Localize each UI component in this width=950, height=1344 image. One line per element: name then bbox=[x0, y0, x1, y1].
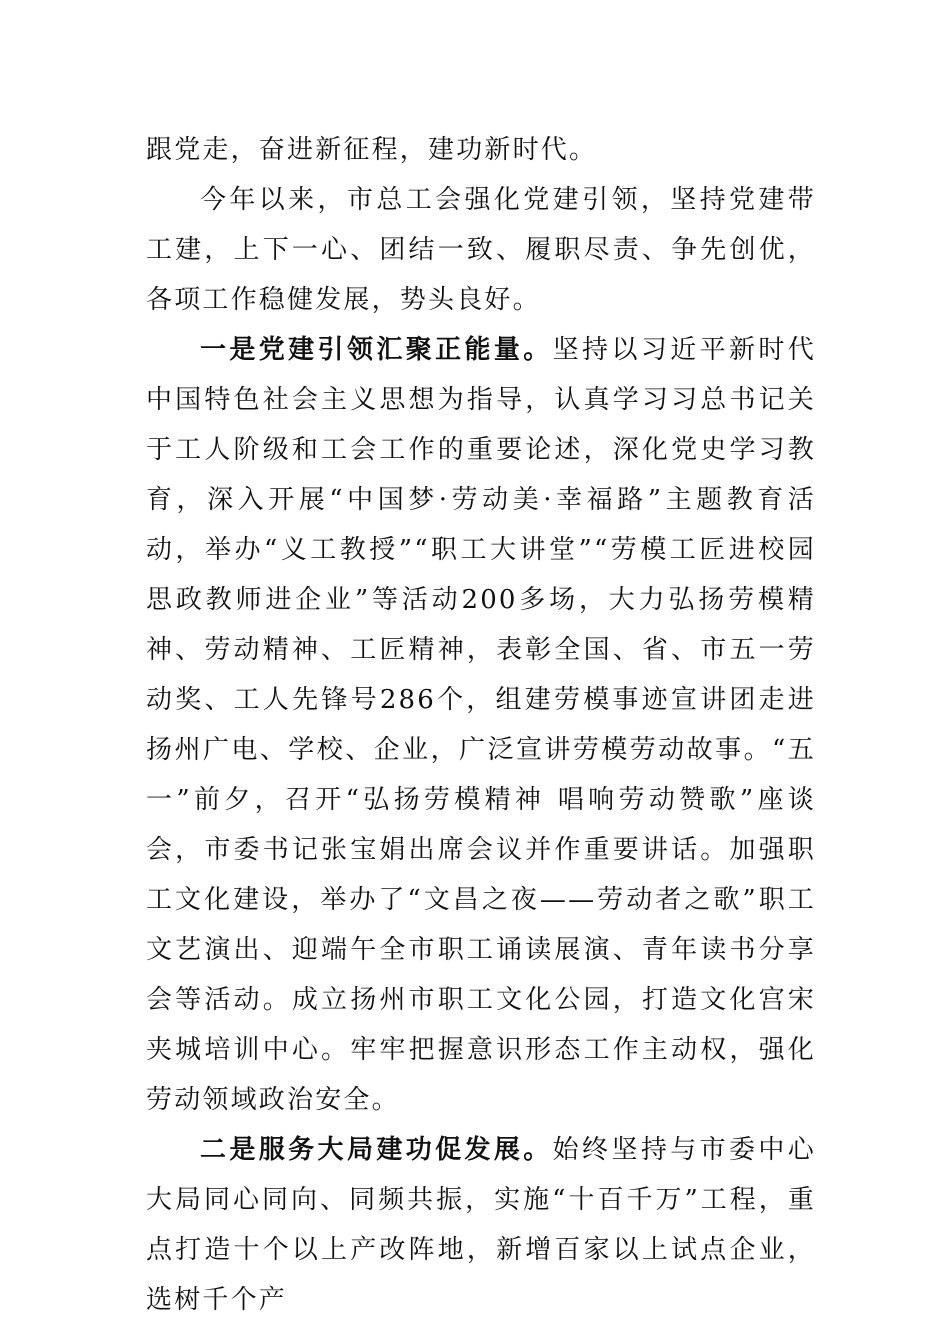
paragraph-text: 始终坚持与市委中心大局同心同向、同频共振，实施“十百千万”工程，重点打造十个以上产改阵地，新增百家以上试点企业，选树千个产 bbox=[146, 1135, 816, 1315]
paragraph-text: 今年以来，市总工会强化党建引领，坚持党建带工建，上下一心、团结一致、履职尽责、争先创优，各项工作稳健发展，势头良好。 bbox=[146, 185, 816, 315]
document-body bbox=[146, 125, 816, 1325]
paragraph-continuation bbox=[146, 125, 816, 175]
paragraph-intro bbox=[146, 175, 816, 325]
paragraph-text: 坚持以习近平新时代中国特色社会主义思想为指导，认真学习习总书记关于工人阶级和工会工作的重要论述，深化党史学习教育，深入开展“中国梦·劳动美·幸福路”主题教育活动，举办“义工教授”“职工大讲堂”“劳模工匠进校园 思政教师进企业”等活动200多场，大力弘扬劳模精神、劳动精神、工匠精神，表彰全国、省、市五一劳动奖、工人先锋号286个，组建劳模事迹宣讲团走进扬州广电、学校、企业，广泛宣讲劳模劳动故事。“五一”前夕，召开“弘扬劳模精神 唱响劳动赞歌”座谈会，市委书记张宝娟出席会议并作重要讲话。加强职工文化建设，举办了“文昌之夜——劳动者之歌”职工文艺演出、迎端午全市职工诵读展演、青年读书分享会等活动。成立扬州市职工文化公园，打造文化宫宋夹城培训中心。牢牢把握意识形态工作主动权，强化劳动领域政治安全。 bbox=[146, 335, 816, 1115]
paragraph-serve-overall bbox=[146, 1125, 816, 1325]
paragraph-lead-heading: 二是服务大局建功促发展。 bbox=[200, 1135, 553, 1165]
paragraph-party-building bbox=[146, 325, 816, 1125]
paragraph-text: 跟党走，奋进新征程，建功新时代。 bbox=[146, 135, 598, 165]
paragraph-lead-heading: 一是党建引领汇聚正能量。 bbox=[200, 335, 553, 365]
